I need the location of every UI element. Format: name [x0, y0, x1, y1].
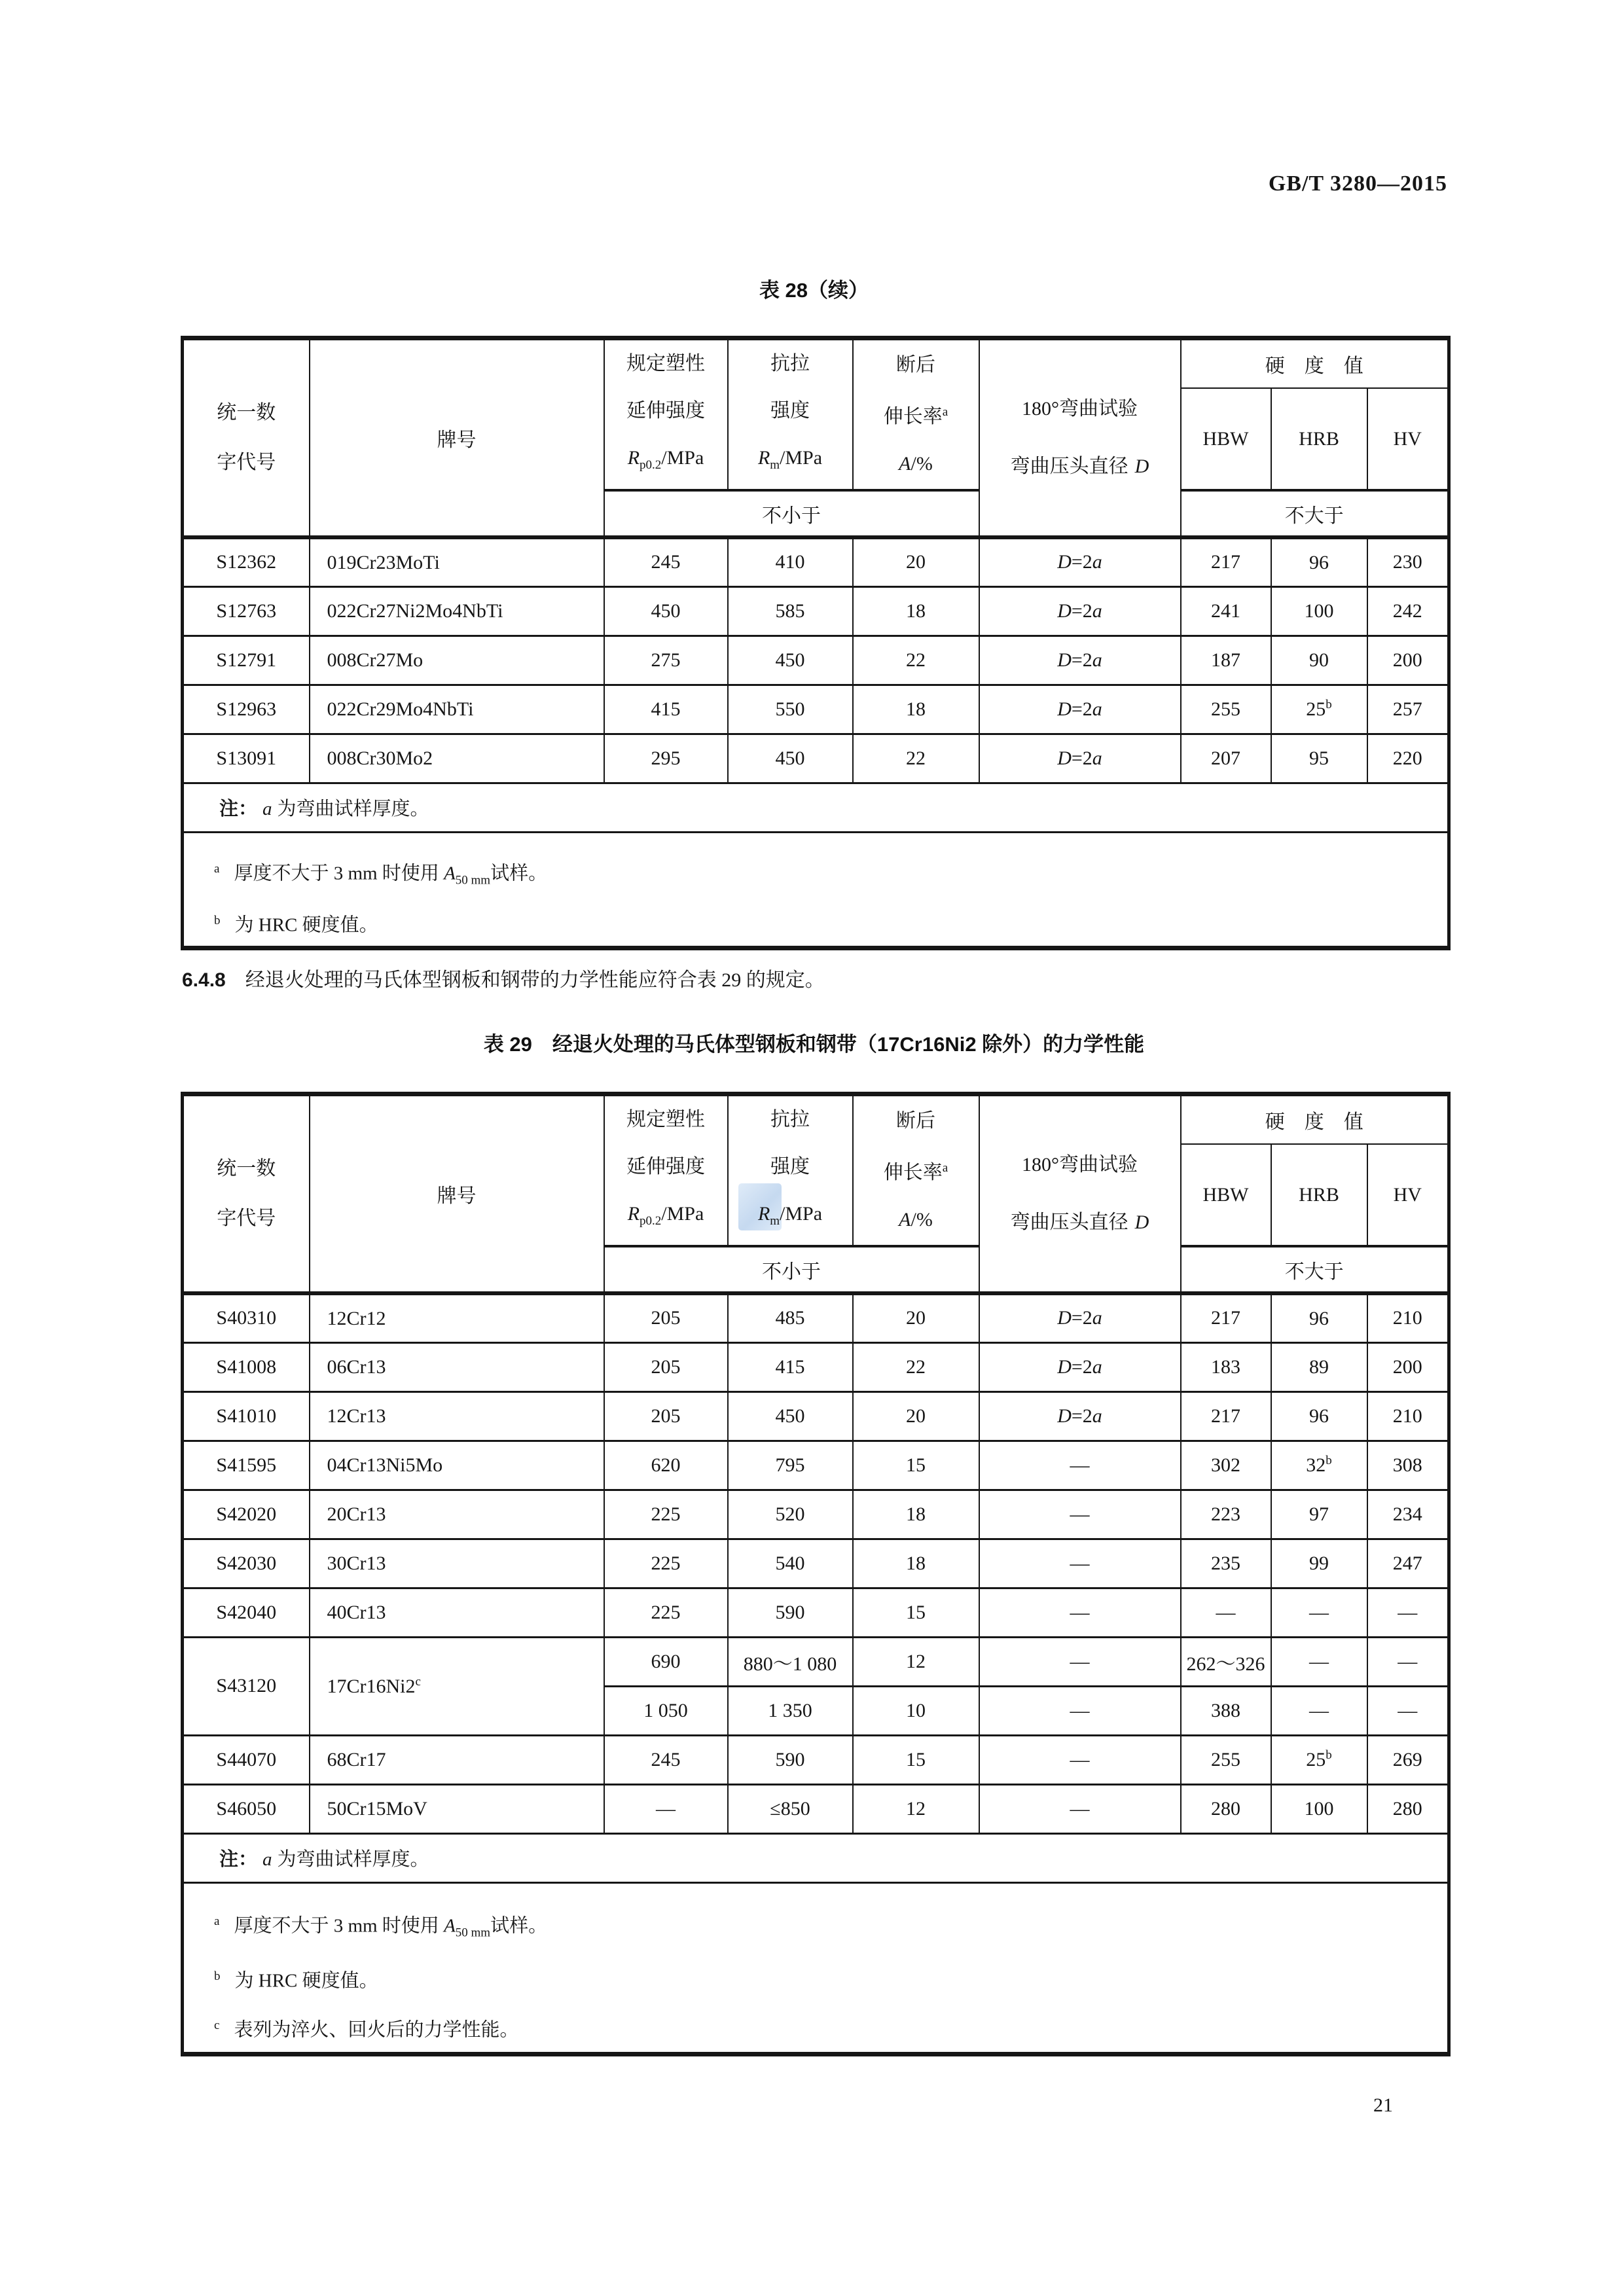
- cell-bend: D=2a: [979, 1391, 1181, 1441]
- cell-bend: D=2a: [979, 1293, 1181, 1342]
- cell-hbw: 217: [1181, 1391, 1271, 1441]
- cell-elongation: 18: [853, 1539, 979, 1588]
- cell-hv: —: [1367, 1637, 1449, 1686]
- cell-code: S13091: [183, 734, 310, 783]
- table-row: [183, 1391, 1449, 1441]
- cell-hrb: 90: [1271, 636, 1367, 685]
- col-header-hbw: HBW: [1181, 1144, 1271, 1246]
- cell-hrb: 99: [1271, 1539, 1367, 1588]
- cell-hv: 234: [1367, 1490, 1449, 1539]
- note-row: [183, 783, 1449, 832]
- cell-rp: 205: [604, 1342, 728, 1391]
- table28-body: [183, 537, 1449, 948]
- note-variable: a: [262, 798, 272, 819]
- cell-hbw: 302: [1181, 1441, 1271, 1490]
- elongation-line2: 伸长率$^a$: [883, 405, 948, 427]
- hrb-footnote-marker: b: [1326, 1748, 1332, 1762]
- col-header-grade: 牌号: [310, 1094, 604, 1294]
- clause-6-4-8: [182, 963, 1439, 992]
- cell-rp: 620: [604, 1441, 728, 1490]
- footnote-marker: b: [214, 913, 221, 927]
- note-row: [183, 1833, 1449, 1882]
- cell-hrb: 97: [1271, 1490, 1367, 1539]
- rp-formula: [605, 1191, 727, 1245]
- cell-hrb: —: [1271, 1588, 1367, 1637]
- cell-code: S42020: [183, 1490, 310, 1539]
- col-header-hv: HV: [1367, 388, 1449, 490]
- cell-hbw: 241: [1181, 586, 1271, 636]
- rp-line2: 延伸强度: [626, 400, 705, 422]
- bend-line1: 180°弯曲试验: [1022, 1154, 1138, 1175]
- cell-rm: 795: [728, 1441, 853, 1490]
- col-header-rp: [604, 1094, 728, 1247]
- cell-hbw: 217: [1181, 1293, 1271, 1342]
- cell-hrb: 32$^b$: [1271, 1441, 1367, 1490]
- cell-rm: 540: [728, 1539, 853, 1588]
- rp-symbol: R: [627, 1203, 640, 1225]
- code-line1: 统一数: [217, 402, 276, 423]
- footnote-marker: c: [214, 2018, 220, 2032]
- cell-code: S46050: [183, 1784, 310, 1833]
- code-line2: 字代号: [217, 1208, 276, 1229]
- footnote-b: $^b$ 为 HRC 硬度值。: [214, 1969, 378, 1992]
- clause-text: 经退火处理的马氏体型钢板和钢带的力学性能应符合表 29 的规定。: [245, 969, 825, 991]
- cell-bend: —: [979, 1588, 1181, 1637]
- cell-rp: 275: [604, 636, 728, 685]
- cell-rm: 590: [728, 1735, 853, 1784]
- table-row: [183, 1490, 1449, 1539]
- cell-hbw: 187: [1181, 636, 1271, 685]
- code-line2: 字代号: [217, 452, 276, 473]
- cell-code: S12362: [183, 537, 310, 586]
- cell-hv: —: [1367, 1588, 1449, 1637]
- table29-caption: 表 29 经退火处理的马氏体型钢板和钢带（17Cr16Ni2 除外）的力学性能: [483, 1033, 1145, 1056]
- elongation-line1: 断后: [896, 1110, 935, 1132]
- rp-subscript: p0.2: [640, 458, 662, 472]
- cell-hrb: —: [1271, 1686, 1367, 1735]
- bend-line2: 弯曲压头直径 D: [1010, 456, 1149, 477]
- footnote-row: [183, 832, 1449, 948]
- cell-elongation: 18: [853, 1490, 979, 1539]
- clause-number: 6.4.8: [182, 969, 226, 991]
- table-row: [183, 734, 1449, 783]
- bend-line1: 180°弯曲试验: [1022, 398, 1138, 420]
- cell-bend: —: [979, 1539, 1181, 1588]
- cell-grade: 12Cr13: [310, 1391, 604, 1441]
- cell-hbw: —: [1181, 1588, 1271, 1637]
- cell-hv: 200: [1367, 1342, 1449, 1391]
- cell-rm: 450: [728, 1391, 853, 1441]
- cell-hrb: 96: [1271, 537, 1367, 586]
- grade-footnote-marker: c: [415, 1674, 421, 1689]
- cell-elongation: 15: [853, 1441, 979, 1490]
- cell-hv: 257: [1367, 685, 1449, 734]
- col-header-rm: [728, 338, 853, 491]
- cell-elongation: 22: [853, 734, 979, 783]
- rm-line1: 抗拉: [770, 353, 810, 374]
- cell-code: S41595: [183, 1441, 310, 1490]
- cell-hbw: 223: [1181, 1490, 1271, 1539]
- min-label: 不小于: [604, 490, 979, 537]
- rm-subscript: m: [770, 458, 780, 472]
- cell-hv: —: [1367, 1686, 1449, 1735]
- cell-hbw: 183: [1181, 1342, 1271, 1391]
- note-label: 注：: [219, 798, 258, 819]
- cell-hrb: 96: [1271, 1293, 1367, 1342]
- cell-grade: 022Cr27Ni2Mo4NbTi: [310, 586, 604, 636]
- footnote-marker: a: [214, 1914, 220, 1928]
- cell-hv: 200: [1367, 636, 1449, 685]
- footnote-c: $^c$ 表列为淬火、回火后的力学性能。: [214, 2018, 519, 2041]
- footnote-a: $^a$ 厚度不大于 3 mm 时使用 $A_{50 mm}$试样。: [214, 861, 548, 887]
- cell-rp: 205: [604, 1391, 728, 1441]
- cell-hbw: 235: [1181, 1539, 1271, 1588]
- elongation-formula: [854, 440, 979, 488]
- table28: [181, 336, 1451, 950]
- page-number: 21: [1373, 2094, 1393, 2116]
- elongation-formula: [854, 1196, 979, 1244]
- cell-rp: 295: [604, 734, 728, 783]
- table-row: [183, 1539, 1449, 1588]
- cell-hbw: 255: [1181, 685, 1271, 734]
- cell-grade: 022Cr29Mo4NbTi: [310, 685, 604, 734]
- cell-grade: 50Cr15MoV: [310, 1784, 604, 1833]
- table-row: [183, 1293, 1449, 1342]
- col-header-hrb: HRB: [1271, 388, 1367, 490]
- table29-header: [183, 1094, 1449, 1294]
- cell-rm: 880～1 080: [728, 1637, 853, 1686]
- code-line1: 统一数: [217, 1158, 276, 1179]
- cell-rp: 415: [604, 685, 728, 734]
- cell-hrb: 25$^b$: [1271, 685, 1367, 734]
- cell-code: S44070: [183, 1735, 310, 1784]
- bend-line2: 弯曲压头直径 D: [1010, 1211, 1149, 1233]
- cell-hrb: 89: [1271, 1342, 1367, 1391]
- cell-rp: 225: [604, 1539, 728, 1588]
- rm-subscript: m: [770, 1214, 780, 1228]
- table-row: [183, 1441, 1449, 1490]
- rm-symbol: R: [757, 447, 770, 469]
- cell-hrb: 95: [1271, 734, 1367, 783]
- cell-bend: D=2a: [979, 586, 1181, 636]
- cell-hv: 280: [1367, 1784, 1449, 1833]
- cell-bend: D=2a: [979, 537, 1181, 586]
- note-variable: a: [262, 1849, 272, 1870]
- table29-body: [183, 1293, 1449, 2054]
- col-header-hardness: 硬 度 值: [1181, 1094, 1449, 1145]
- cell-rm: 450: [728, 636, 853, 685]
- cell-hv: 230: [1367, 537, 1449, 586]
- cell-grade: 17Cr16Ni2$^c$: [310, 1637, 604, 1735]
- cell-code: S41010: [183, 1391, 310, 1441]
- cell-elongation: 20: [853, 537, 979, 586]
- cell-hbw: 280: [1181, 1784, 1271, 1833]
- cell-elongation: 12: [853, 1637, 979, 1686]
- cell-code: S12763: [183, 586, 310, 636]
- elongation-unit: /%: [911, 1209, 933, 1230]
- cell-rm: 485: [728, 1293, 853, 1342]
- cell-hv: 210: [1367, 1293, 1449, 1342]
- rp-symbol: R: [627, 447, 640, 469]
- cell-bend: D=2a: [979, 734, 1181, 783]
- cell-code: S40310: [183, 1293, 310, 1342]
- col-header-rm: [728, 1094, 853, 1247]
- rm-line1: 抗拉: [770, 1109, 810, 1130]
- cell-code: S41008: [183, 1342, 310, 1391]
- cell-code: S43120: [183, 1637, 310, 1735]
- cell-hrb: 100: [1271, 586, 1367, 636]
- elongation-unit: /%: [911, 453, 933, 475]
- header-row-1: [183, 338, 1449, 389]
- max-label: 不大于: [1181, 1246, 1449, 1293]
- col-header-elongation: [853, 1094, 979, 1247]
- rm-formula: [729, 1191, 852, 1245]
- col-header-hbw: HBW: [1181, 388, 1271, 490]
- col-header-code: [183, 1094, 310, 1294]
- footnote-b: $^b$ 为 HRC 硬度值。: [214, 913, 378, 936]
- table-row: [183, 1784, 1449, 1833]
- rm-symbol: R: [757, 1203, 770, 1225]
- cell-rp: 205: [604, 1293, 728, 1342]
- cell-rm: 585: [728, 586, 853, 636]
- col-header-hrb: HRB: [1271, 1144, 1367, 1246]
- cell-hbw: 262～326: [1181, 1637, 1271, 1686]
- elongation-footnote-marker: a: [942, 1161, 948, 1175]
- header-row-1: [183, 1094, 1449, 1145]
- cell-rp: 450: [604, 586, 728, 636]
- doc-number: GB/T 3280—2015: [1268, 171, 1447, 196]
- rm-unit: /MPa: [780, 447, 823, 469]
- cell-elongation: 18: [853, 685, 979, 734]
- cell-rm: 590: [728, 1588, 853, 1637]
- cell-bend: —: [979, 1735, 1181, 1784]
- cell-grade: 008Cr30Mo2: [310, 734, 604, 783]
- cell-rp: 225: [604, 1490, 728, 1539]
- cell-hbw: 388: [1181, 1686, 1271, 1735]
- table-footnotes: [183, 832, 1449, 948]
- col-header-bend: [979, 1094, 1181, 1294]
- cell-grade: 04Cr13Ni5Mo: [310, 1441, 604, 1490]
- cell-grade: 68Cr17: [310, 1735, 604, 1784]
- table-note: [183, 1833, 1449, 1882]
- footnote-marker: a: [214, 861, 220, 876]
- cell-hv: 210: [1367, 1391, 1449, 1441]
- rp-line2: 延伸强度: [626, 1156, 705, 1177]
- cell-rm: 450: [728, 734, 853, 783]
- cell-grade: 30Cr13: [310, 1539, 604, 1588]
- cell-bend: —: [979, 1784, 1181, 1833]
- rm-line2: 强度: [770, 400, 810, 422]
- cell-hbw: 217: [1181, 537, 1271, 586]
- cell-rm: 415: [728, 1342, 853, 1391]
- cell-hrb: 96: [1271, 1391, 1367, 1441]
- table-row: [183, 685, 1449, 734]
- hrb-footnote-marker: b: [1326, 1454, 1332, 1467]
- cell-elongation: 15: [853, 1735, 979, 1784]
- rm-unit: /MPa: [780, 1203, 823, 1225]
- cell-hv: 220: [1367, 734, 1449, 783]
- table-row: [183, 586, 1449, 636]
- cell-rm: 520: [728, 1490, 853, 1539]
- cell-grade: 40Cr13: [310, 1588, 604, 1637]
- cell-rm: 550: [728, 685, 853, 734]
- cell-bend: D=2a: [979, 1342, 1181, 1391]
- rp-subscript: p0.2: [640, 1214, 662, 1228]
- elongation-symbol: A: [899, 453, 911, 475]
- cell-hrb: 100: [1271, 1784, 1367, 1833]
- max-label: 不大于: [1181, 490, 1449, 537]
- cell-bend: —: [979, 1686, 1181, 1735]
- elongation-footnote-marker: a: [942, 405, 948, 419]
- footnote-marker: b: [214, 1969, 221, 1983]
- rp-unit: /MPa: [661, 1203, 704, 1225]
- cell-rm: 410: [728, 537, 853, 586]
- cell-code: S12963: [183, 685, 310, 734]
- bend-symbol: D: [1134, 1211, 1149, 1233]
- cell-elongation: 15: [853, 1588, 979, 1637]
- cell-bend: —: [979, 1441, 1181, 1490]
- hrb-footnote-marker: b: [1326, 698, 1332, 711]
- table28-caption: 表 28（续）: [759, 279, 869, 302]
- table-row-merged-top: [183, 1637, 1449, 1686]
- cell-hbw: 207: [1181, 734, 1271, 783]
- rp-line1: 规定塑性: [626, 1109, 705, 1130]
- table-row: [183, 1588, 1449, 1637]
- bend-symbol: D: [1134, 456, 1149, 477]
- cell-rm: ≤850: [728, 1784, 853, 1833]
- cell-grade: 06Cr13: [310, 1342, 604, 1391]
- cell-rp: 690: [604, 1637, 728, 1686]
- cell-elongation: 18: [853, 586, 979, 636]
- note-label: 注：: [219, 1849, 258, 1870]
- cell-hrb: —: [1271, 1637, 1367, 1686]
- cell-elongation: 20: [853, 1391, 979, 1441]
- cell-hv: 269: [1367, 1735, 1449, 1784]
- footnote-row: [183, 1882, 1449, 2054]
- cell-hv: 247: [1367, 1539, 1449, 1588]
- cell-elongation: 10: [853, 1686, 979, 1735]
- footnote-a: $^a$ 厚度不大于 3 mm 时使用 $A_{50 mm}$试样。: [214, 1914, 548, 1939]
- cell-bend: D=2a: [979, 636, 1181, 685]
- table28-header: [183, 338, 1449, 538]
- cell-grade: 20Cr13: [310, 1490, 604, 1539]
- cell-code: S42030: [183, 1539, 310, 1588]
- table-row: [183, 1342, 1449, 1391]
- rm-formula: [729, 435, 852, 489]
- table29: [181, 1092, 1451, 2056]
- cell-elongation: 22: [853, 1342, 979, 1391]
- rp-line1: 规定塑性: [626, 353, 705, 374]
- col-header-elongation: [853, 338, 979, 491]
- cell-rm: 1 350: [728, 1686, 853, 1735]
- table-row: [183, 636, 1449, 685]
- cell-rp: 245: [604, 537, 728, 586]
- cell-grade: 008Cr27Mo: [310, 636, 604, 685]
- col-header-bend: [979, 338, 1181, 538]
- col-header-hardness: 硬 度 值: [1181, 338, 1449, 389]
- cell-rp: 245: [604, 1735, 728, 1784]
- rm-line2: 强度: [770, 1156, 810, 1177]
- cell-code: S12791: [183, 636, 310, 685]
- table-footnotes: [183, 1882, 1449, 2054]
- cell-elongation: 20: [853, 1293, 979, 1342]
- note-text: 为弯曲试样厚度。: [277, 798, 429, 819]
- note-text: 为弯曲试样厚度。: [277, 1849, 429, 1870]
- elongation-symbol: A: [899, 1209, 911, 1230]
- elongation-line2: 伸长率$^a$: [883, 1161, 948, 1183]
- rp-unit: /MPa: [661, 447, 704, 469]
- cell-hv: 242: [1367, 586, 1449, 636]
- elongation-line1: 断后: [896, 354, 935, 376]
- table-note: [183, 783, 1449, 832]
- cell-grade: 12Cr12: [310, 1293, 604, 1342]
- cell-elongation: 12: [853, 1784, 979, 1833]
- cell-bend: —: [979, 1637, 1181, 1686]
- cell-bend: D=2a: [979, 685, 1181, 734]
- cell-hv: 308: [1367, 1441, 1449, 1490]
- col-header-code: [183, 338, 310, 538]
- rp-formula: [605, 435, 727, 489]
- min-label: 不小于: [604, 1246, 979, 1293]
- col-header-grade: 牌号: [310, 338, 604, 538]
- col-header-hv: HV: [1367, 1144, 1449, 1246]
- cell-rp: 1 050: [604, 1686, 728, 1735]
- cell-rp: 225: [604, 1588, 728, 1637]
- table-row: [183, 537, 1449, 586]
- cell-hrb: 25$^b$: [1271, 1735, 1367, 1784]
- cell-rp: —: [604, 1784, 728, 1833]
- cell-hbw: 255: [1181, 1735, 1271, 1784]
- cell-grade: 019Cr23MoTi: [310, 537, 604, 586]
- col-header-rp: [604, 338, 728, 491]
- cell-code: S42040: [183, 1588, 310, 1637]
- cell-bend: —: [979, 1490, 1181, 1539]
- table-row: [183, 1735, 1449, 1784]
- cell-elongation: 22: [853, 636, 979, 685]
